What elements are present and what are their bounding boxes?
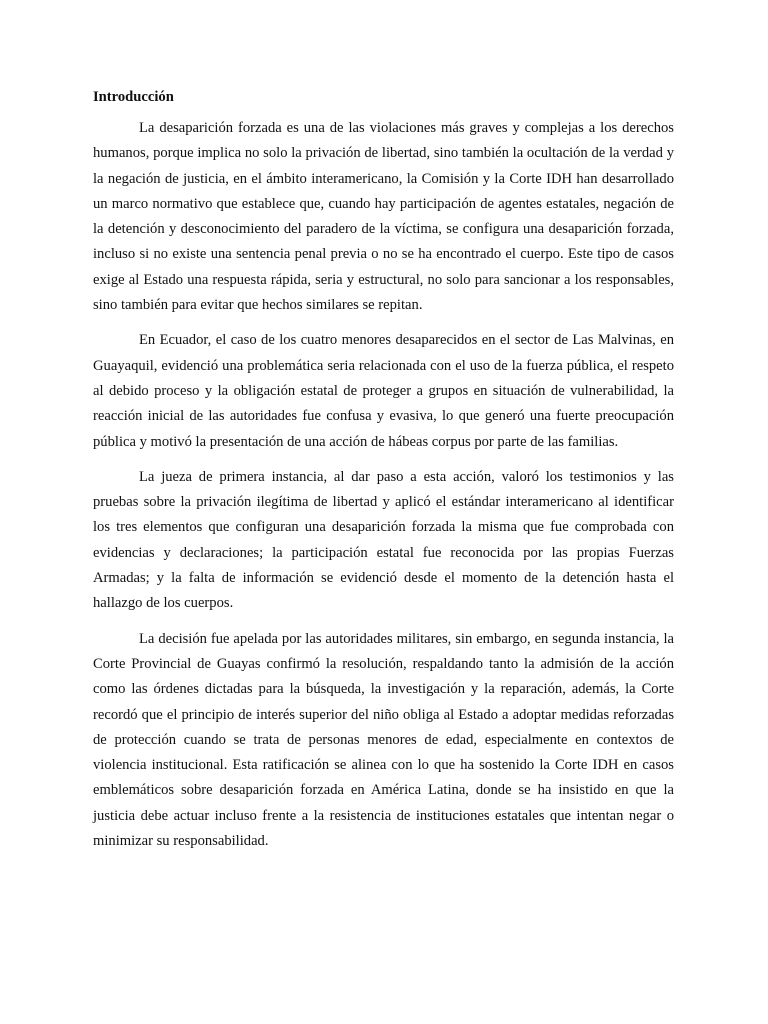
paragraph-2: En Ecuador, el caso de los cuatro menores desaparecidos en el sector de Las Malvinas, en Guayaquil, evidenció una problemática seria relacionada con el uso de la fuerza pública, el respeto al debido proceso y la obligación estatal de proteger a grupos en situación de vulnerabilidad, la reacción inicial de las autoridades fue confusa y evasiva, lo que generó una fuerte preocupación pública y motivó la presentación de una acción de hábeas corpus por parte de las familias. [93, 332, 674, 450]
section-heading: Introducción [93, 89, 174, 105]
document-page [93, 87, 674, 854]
paragraph-1: La desaparición forzada es una de las violaciones más graves y complejas a los derechos humanos, porque implica no solo la privación de libertad, sino también la ocultación de la verdad y la negación de justicia, en el ámbito interamericano, la Comisión y la Corte IDH han desarrollado un marco normativo que establece que, cuando hay participación de agentes estatales, negación de la detención y desconocimiento del paradero de la víctima, se configura una desaparición forzada, incluso si no existe una sentencia penal previa o no se ha encontrado el cuerpo. Este tipo de casos exige al Estado una respuesta rápida, seria y estructural, no solo para sancionar a los responsables, sino también para evitar que hechos similares se repitan. [93, 120, 674, 314]
paragraph-3: La jueza de primera instancia, al dar paso a esta acción, valoró los testimonios y las pruebas sobre la privación ilegítima de libertad y aplicó el estándar interamericano al identificar los tres elementos que configuran una desaparición forzada la misma que fue comprobada con evidencias y declaraciones; la participación estatal fue reconocida por las propias Fuerzas Armadas; y la falta de información se evidenció desde el momento de la detención hasta el hallazgo de los cuerpos. [93, 468, 674, 612]
paragraph-4: La decisión fue apelada por las autoridades militares, sin embargo, en segunda instancia, la Corte Provincial de Guayas confirmó la resolución, respaldando tanto la admisión de la acción como las órdenes dictadas para la búsqueda, la investigación y la reparación, además, la Corte recordó que el principio de interés superior del niño obliga al Estado a adoptar medidas reforzadas de protección cuando se trata de personas menores de edad, especialmente en contextos de violencia institucional. Esta ratificación se alinea con lo que ha sostenido la Corte IDH en casos emblemáticos sobre desaparición forzada en América Latina, donde se ha insistido en que la justicia debe actuar incluso frente a la resistencia de instituciones estatales que intentan negar o minimizar su responsabilidad. [93, 630, 674, 850]
